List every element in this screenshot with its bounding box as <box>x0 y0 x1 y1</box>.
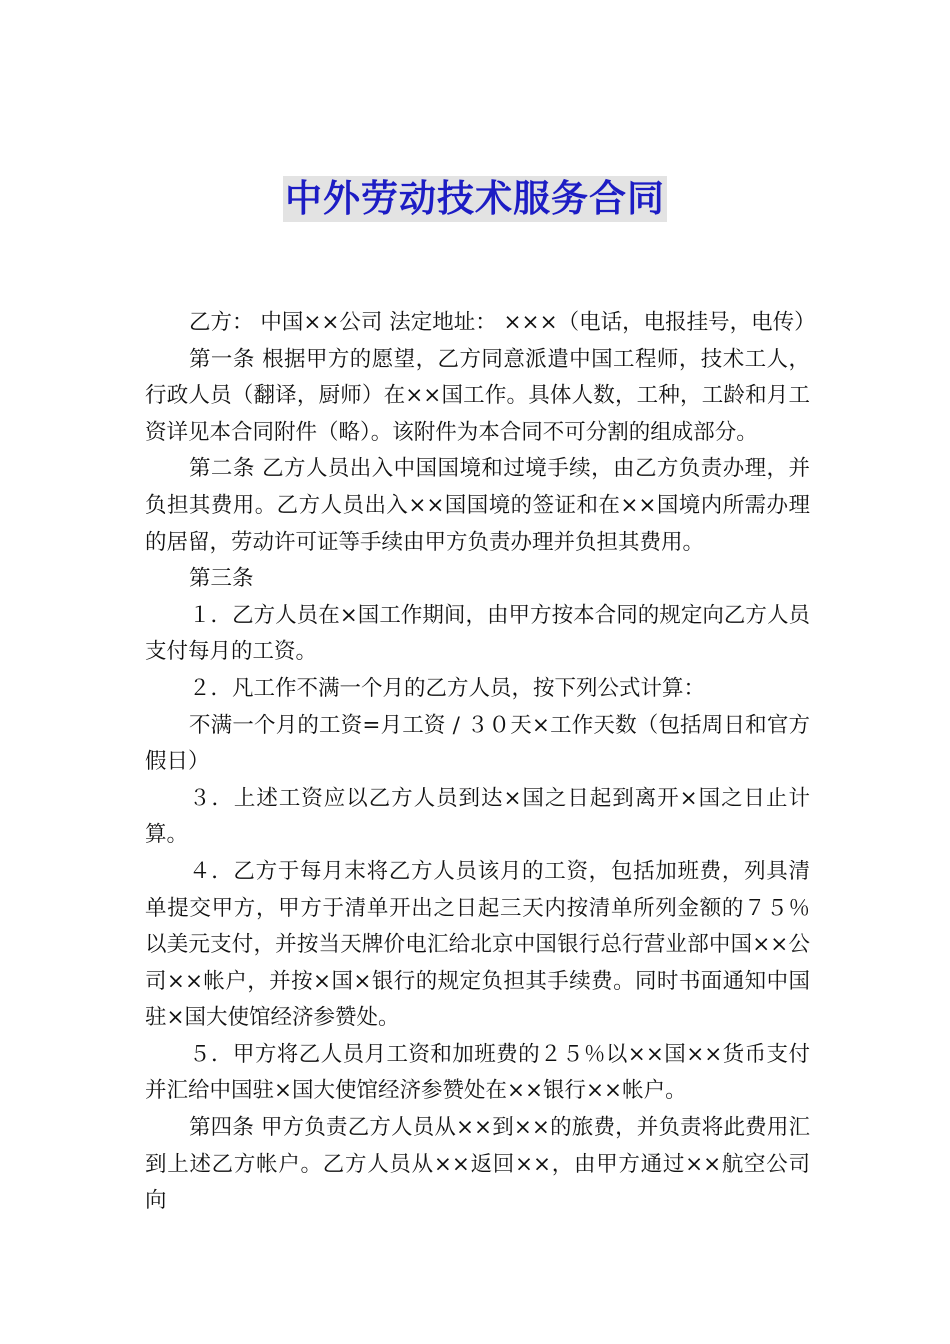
article-2: 第二条 乙方人员出入中国国境和过境手续，由乙方负责办理，并负担其费用。乙方人员出入××国国境的签证和在××国境内所需办理的居留，劳动许可证等手续由甲方负责办理并负担其费用。 <box>145 456 810 555</box>
document-body <box>145 305 816 1220</box>
document-title: 中外劳动技术服务合同 <box>285 177 665 220</box>
article-3-clause-2: ２．凡工作不满一个月的乙方人员，按下列公式计算： <box>189 675 706 701</box>
article-3-clause-1: １．乙方人员在×国工作期间，由甲方按本合同的规定向乙方人员支付每月的工资。 <box>145 602 810 665</box>
article-1: 第一条 根据甲方的愿望，乙方同意派遣中国工程师，技术工人，行政人员（翻译，厨师）在××国工作。具体人数，工种，工龄和月工资详见本合同附件（略）。该附件为本合同不可分割的组成部分。 <box>145 346 810 445</box>
article-3-clause-3: ３．上述工资应以乙方人员到达×国之日起到离开×国之日止计算。 <box>145 785 810 848</box>
title-container <box>0 176 950 222</box>
article-3-heading: 第三条 <box>189 566 254 592</box>
article-4: 第四条 甲方负责乙方人员从××到××的旅费，并负责将此费用汇到上述乙方帐户。乙方人员从××返回××，由甲方通过××航空公司向 <box>145 1115 810 1214</box>
article-3-clause-5: ５．甲方将乙人员月工资和加班费的２５％以××国××货币支付并汇给中国驻×国大使馆经济参赞处在××银行××帐户。 <box>145 1041 810 1104</box>
party-b-info: 乙方： 中国××公司 法定地址： ×××（电话，电报挂号，电传） <box>189 310 816 335</box>
salary-formula: 不满一个月的工资=月工资 / ３０天×工作天数（包括周日和官方假日） <box>145 712 810 775</box>
article-3-clause-4: ４．乙方于每月末将乙方人员该月的工资，包括加班费，列具清单提交甲方，甲方于清单开出之日起三天内按清单所列金额的７５％以美元支付，并按当天牌价电汇给北京中国银行总行营业部中国××公司××帐户，并按×国×银行的规定负担其手续费。同时书面通知中国驻×国大使馆经济参赞处。 <box>145 858 810 1031</box>
